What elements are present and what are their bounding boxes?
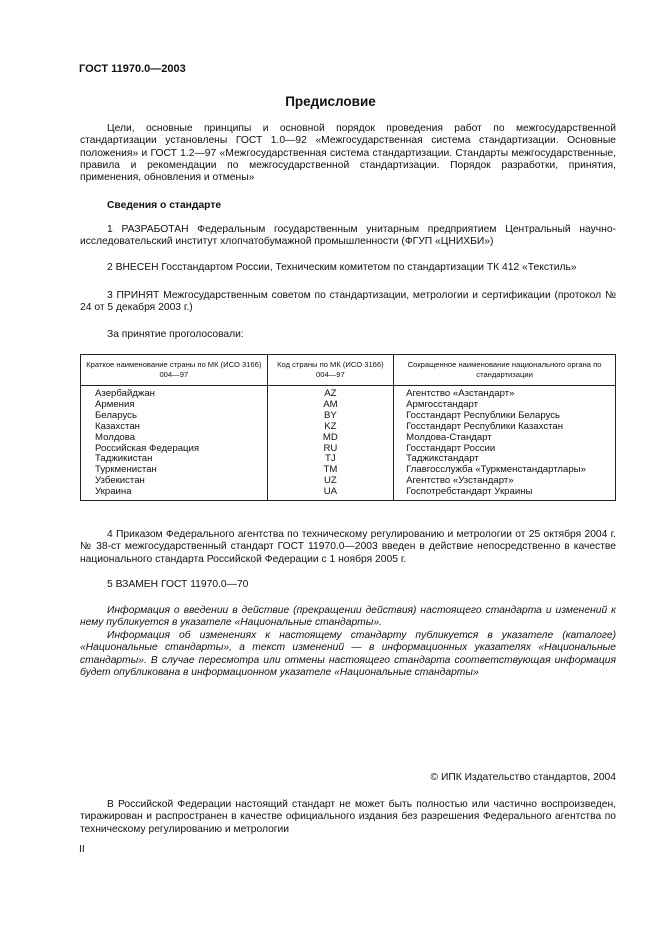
- table-row: [81, 487, 616, 500]
- table-cell-country: Беларусь: [81, 411, 268, 422]
- table-cell-code: UZ: [267, 476, 393, 487]
- document-code: ГОСТ 11970.0—2003: [79, 63, 186, 75]
- table-cell-body: Агентство «Азстандарт»: [394, 386, 616, 400]
- column-header-country: Краткое наименование страны по МК (ИСО 3166) 004—97: [81, 355, 268, 386]
- table-cell-code: TM: [267, 465, 393, 476]
- table-cell-body: Таджикстандарт: [394, 454, 616, 465]
- table-cell-country: Узбекистан: [81, 476, 268, 487]
- table-body: [81, 386, 616, 501]
- column-header-body: Сокращенное наименование национального органа по стандартизации: [394, 355, 616, 386]
- item-1-paragraph: 1 РАЗРАБОТАН Федеральным государственным унитарным предприятием Центральный научно-исследовательский институт хлопчатобумажной промышленности (ФГУП «ЦНИХБИ»): [80, 224, 616, 248]
- table-cell-country: Армения: [81, 400, 268, 411]
- table-cell-country: Азербайджан: [81, 386, 268, 400]
- table-cell-body: Главгосслужба «Туркменстандартлары»: [394, 465, 616, 476]
- table-cell-country: Казахстан: [81, 422, 268, 433]
- table-cell-country: Молдова: [81, 433, 268, 444]
- item-2-paragraph: 2 ВНЕСЕН Госстандартом России, Техническим комитетом по стандартизации ТК 412 «Текстиль»: [107, 262, 577, 273]
- notice-changes: Информация об изменениях к настоящему стандарту публикуется в указателе (каталоге) «Национальные стандарты», а текст изменений — в информационных указателях «Национальные стандарты». В случае пересмотра или отмены настоящего стандарта соответствующая информация будет опубликована в информационном указателе «Национальные стандарты»: [80, 630, 616, 678]
- table-cell-body: Армгосстандарт: [394, 400, 616, 411]
- voting-table: [80, 354, 616, 501]
- table-row: [81, 386, 616, 400]
- vote-intro: За принятие проголосовали:: [107, 329, 244, 340]
- copyright-line: © ИПК Издательство стандартов, 2004: [430, 772, 616, 783]
- table-row: [81, 433, 616, 444]
- item-3-paragraph: 3 ПРИНЯТ Межгосударственным советом по стандартизации, метрологии и сертификации (протокол № 24 от 5 декабря 2003 г.): [80, 290, 616, 314]
- table-cell-code: KZ: [267, 422, 393, 433]
- table-cell-code: BY: [267, 411, 393, 422]
- page-number: II: [79, 844, 85, 855]
- table-cell-body: Госпотребстандарт Украины: [394, 487, 616, 500]
- table-cell-country: Российская Федерация: [81, 444, 268, 455]
- rights-paragraph: В Российской Федерации настоящий стандарт не может быть полностью или частично воспроизведен, тиражирован и распространен в качестве официального издания без разрешения Федерального агентства по техническому регулированию и метрологии: [80, 799, 616, 835]
- page-title: Предисловие: [285, 94, 376, 109]
- info-heading: Сведения о стандарте: [107, 200, 222, 211]
- table-row: [81, 465, 616, 476]
- table-cell-country: Таджикистан: [81, 454, 268, 465]
- table-cell-code: AM: [267, 400, 393, 411]
- table-cell-code: AZ: [267, 386, 393, 400]
- table-cell-body: Госстандарт Республики Казахстан: [394, 422, 616, 433]
- table-cell-code: UA: [267, 487, 393, 500]
- table-cell-body: Госстандарт Республики Беларусь: [394, 411, 616, 422]
- table-cell-code: RU: [267, 444, 393, 455]
- column-header-code: Код страны по МК (ИСО 3166) 004—97: [267, 355, 393, 386]
- table-cell-body: Агентство «Узстандарт»: [394, 476, 616, 487]
- item-5-paragraph: 5 ВЗАМЕН ГОСТ 11970.0—70: [107, 579, 249, 590]
- table-cell-body: Госстандарт России: [394, 444, 616, 455]
- intro-paragraph: Цели, основные принципы и основной порядок проведения работ по межгосударственной стандартизации установлены ГОСТ 1.0—92 «Межгосударственная система стандартизации. Основные положения» и ГОСТ 1.2—97 «Межгосударственная система стандартизации. Стандарты межгосударственные, правила и рекомендации по межгосударственной стандартизации. Порядок разработки, принятия, применения, обновления и отмены»: [80, 123, 616, 184]
- table-cell-country: Туркменистан: [81, 465, 268, 476]
- table-row: [81, 476, 616, 487]
- table-cell-code: TJ: [267, 454, 393, 465]
- table-cell-code: MD: [267, 433, 393, 444]
- table-row: [81, 422, 616, 433]
- table-row: [81, 444, 616, 455]
- table-header-row: [81, 355, 616, 386]
- item-4-paragraph: 4 Приказом Федерального агентства по техническому регулированию и метрологии от 25 октября 2004 г. № 38-ст межгосударственный стандарт ГОСТ 11970.0—2003 введен в действие непосредственно в качестве национального стандарта Российской Федерации с 1 ноября 2005 г.: [80, 529, 616, 565]
- notice-introduction: Информация о введении в действие (прекращении действия) настоящего стандарта и изменений к нему публикуется в указателе «Национальные стандарты».: [80, 605, 616, 629]
- table-cell-country: Украина: [81, 487, 268, 500]
- table-cell-body: Молдова-Стандарт: [394, 433, 616, 444]
